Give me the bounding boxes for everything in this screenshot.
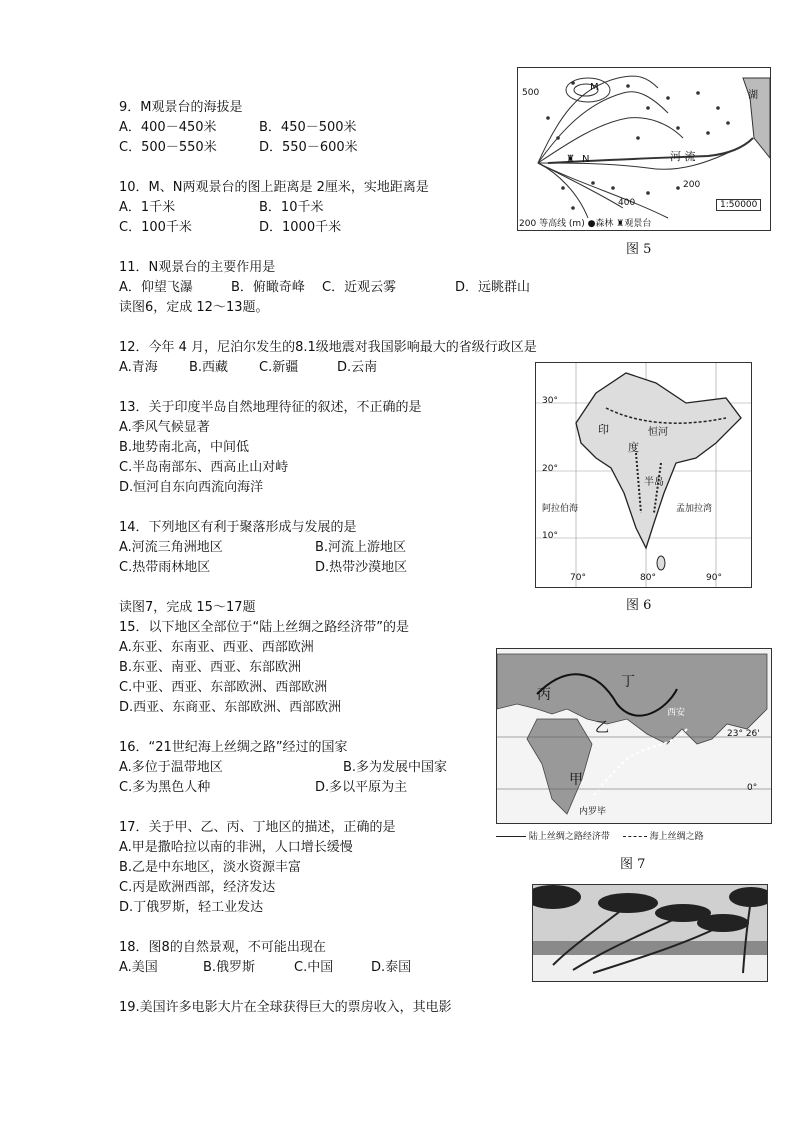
- label-jia: 甲: [569, 772, 583, 788]
- q13-option-c: C.半岛南部东、西高止山对峙: [119, 460, 289, 475]
- legend-land-route: 陆上丝绸之路经济带: [528, 832, 610, 842]
- q18-option-d: D.泰国: [371, 960, 412, 975]
- palm-beach-drawing: [533, 885, 767, 981]
- q18-option-c: C.中国: [294, 960, 334, 975]
- label-yi: 乙: [595, 720, 609, 736]
- lat-30: 30°: [542, 396, 558, 406]
- q14-option-b: B.河流上游地区: [315, 540, 407, 555]
- q16-option-c: C.多为黑色人种: [119, 780, 211, 795]
- q17-stem: 17．关于甲、乙、丙、丁地区的描述，正确的是: [119, 820, 396, 835]
- q9-option-c: C．500－550米: [119, 140, 217, 155]
- figure-6-india-map: [535, 362, 752, 588]
- lookout-icon: ♜: [566, 154, 575, 165]
- q10-option-a: A．1千米: [119, 200, 176, 215]
- label-equator: 0°: [747, 783, 758, 793]
- label-m: M: [590, 82, 599, 93]
- label-200: 200: [683, 180, 701, 190]
- q14-option-a: A.河流三角洲地区: [119, 540, 223, 555]
- q9-stem: 9．M观景台的海拔是: [119, 100, 243, 115]
- q11-option-c: C．近观云雾: [322, 280, 397, 295]
- q14-option-d: D.热带沙漠地区: [315, 560, 408, 575]
- q10-option-b: B．10千米: [259, 200, 324, 215]
- q13-option-d: D.恒河自东向西流向海洋: [119, 480, 264, 495]
- scale-box: 1:50000: [716, 199, 761, 211]
- q10-stem: 10．M、N两观景台的图上距离是 2厘米，实地距离是: [119, 180, 429, 195]
- q15-option-a: A.东亚、东南亚、西亚、西部欧洲: [119, 640, 314, 655]
- label-du: 度: [628, 441, 639, 454]
- lat-20: 20°: [542, 464, 558, 474]
- lon-70: 70°: [570, 573, 586, 583]
- label-400: 400: [618, 198, 636, 208]
- q16-option-d: D.多以平原为主: [315, 780, 408, 795]
- figure-5-contour-map: [517, 67, 771, 231]
- label-xian: 西安: [667, 708, 686, 718]
- label-n: N: [582, 154, 590, 165]
- q9-option-a: A．400－450米: [119, 120, 217, 135]
- label-500: 500: [522, 88, 540, 98]
- q11-stem: 11．N观景台的主要作用是: [119, 260, 276, 275]
- q11-option-b: B．俯瞰奇峰: [231, 280, 305, 295]
- q15-option-c: C.中亚、西亚、东部欧洲、西部欧洲: [119, 680, 328, 695]
- label-ding: 丁: [621, 674, 635, 690]
- q12-option-d: D.云南: [337, 360, 378, 375]
- q12-option-b: B.西藏: [189, 360, 229, 375]
- q16-option-a: A.多位于温带地区: [119, 760, 223, 775]
- q16-stem: 16．“21世纪海上丝绸之路”经过的国家: [119, 740, 348, 755]
- q18-option-b: B.俄罗斯: [203, 960, 256, 975]
- q15-stem: 15．以下地区全部位于“陆上丝绸之路经济带”的是: [119, 620, 410, 635]
- q12-stem: 12．今年 4 月，尼泊尔发生的8.1级地震对我国影响最大的省级行政区是: [119, 340, 537, 355]
- figure-7-silk-road-map: [496, 648, 772, 824]
- q14-stem: 14．下列地区有利于聚落形成与发展的是: [119, 520, 357, 535]
- q15-option-d: D.西亚、东商亚、东部欧洲、西部欧洲: [119, 700, 342, 715]
- q12-option-c: C.新疆: [259, 360, 299, 375]
- q18-option-a: A.美国: [119, 960, 158, 975]
- fig7-legend: [496, 829, 770, 842]
- figure-7-caption: 图 7: [620, 857, 646, 872]
- q14-option-c: C.热带雨林地区: [119, 560, 211, 575]
- q18-stem: 18．图8的自然景观，不可能出现在: [119, 940, 326, 955]
- q17-option-b: B.乙是中东地区，淡水资源丰富: [119, 860, 302, 875]
- label-river: 河 流: [670, 150, 696, 163]
- q17-option-a: A.甲是撒哈拉以南的非洲，人口增长缓慢: [119, 840, 353, 855]
- q11-option-a: A．仰望飞瀑: [119, 280, 193, 295]
- legend-contour: 200: [519, 219, 537, 229]
- label-arabian-sea: 阿拉伯海: [542, 504, 579, 514]
- q10-option-c: C．100千米: [119, 220, 192, 235]
- q16-option-b: B.多为发展中国家: [343, 760, 448, 775]
- label-tropic: 23° 26': [727, 729, 760, 739]
- label-bay-of-bengal: 孟加拉湾: [676, 504, 713, 514]
- lon-90: 90°: [706, 573, 722, 583]
- lon-80: 80°: [640, 573, 656, 583]
- fig5-legend: [519, 216, 651, 229]
- label-bing: 丙: [537, 687, 551, 703]
- q13-option-b: B.地势南北高，中间低: [119, 440, 250, 455]
- q9-option-b: B．450－500米: [259, 120, 357, 135]
- lat-10: 10°: [542, 531, 558, 541]
- q19-stem: 19.美国许多电影大片在全球获得巨大的票房收入，其电影: [119, 1000, 452, 1015]
- q17-option-c: C.丙是欧洲西部，经济发达: [119, 880, 276, 895]
- label-nairobi: 内罗毕: [579, 807, 607, 817]
- q15-option-b: B.东亚、南亚、西亚、东部欧洲: [119, 660, 302, 675]
- read-fig6-instruction: 读图6，定成 12～13题。: [119, 300, 269, 315]
- label-india: 印: [598, 423, 609, 436]
- legend-sea-route: 海上丝绸之路: [649, 832, 704, 842]
- q12-option-a: A.青海: [119, 360, 158, 375]
- q13-stem: 13．关于印度半岛自然地理待征的叙述，不正确的是: [119, 400, 422, 415]
- q9-option-d: D．550－600米: [259, 140, 358, 155]
- figure-5-caption: 图 5: [626, 242, 652, 257]
- q13-option-a: A.季风气候显著: [119, 420, 210, 435]
- legend-text: 等高线 (m) ●森林 ♜观景台: [539, 219, 652, 229]
- label-ganges: 恒河: [648, 427, 668, 438]
- label-lake: 湖: [748, 90, 758, 101]
- q10-option-d: D．1000千米: [259, 220, 342, 235]
- q17-option-d: D.丁俄罗斯，轻工业发达: [119, 900, 264, 915]
- read-fig7-instruction: 读图7，完成 15～17题: [119, 600, 256, 615]
- figure-6-caption: 图 6: [626, 598, 652, 613]
- figure-8-palm-beach-photo: [532, 884, 768, 982]
- label-peninsula: 半岛: [644, 477, 664, 488]
- q11-option-d: D．远眺群山: [455, 280, 531, 295]
